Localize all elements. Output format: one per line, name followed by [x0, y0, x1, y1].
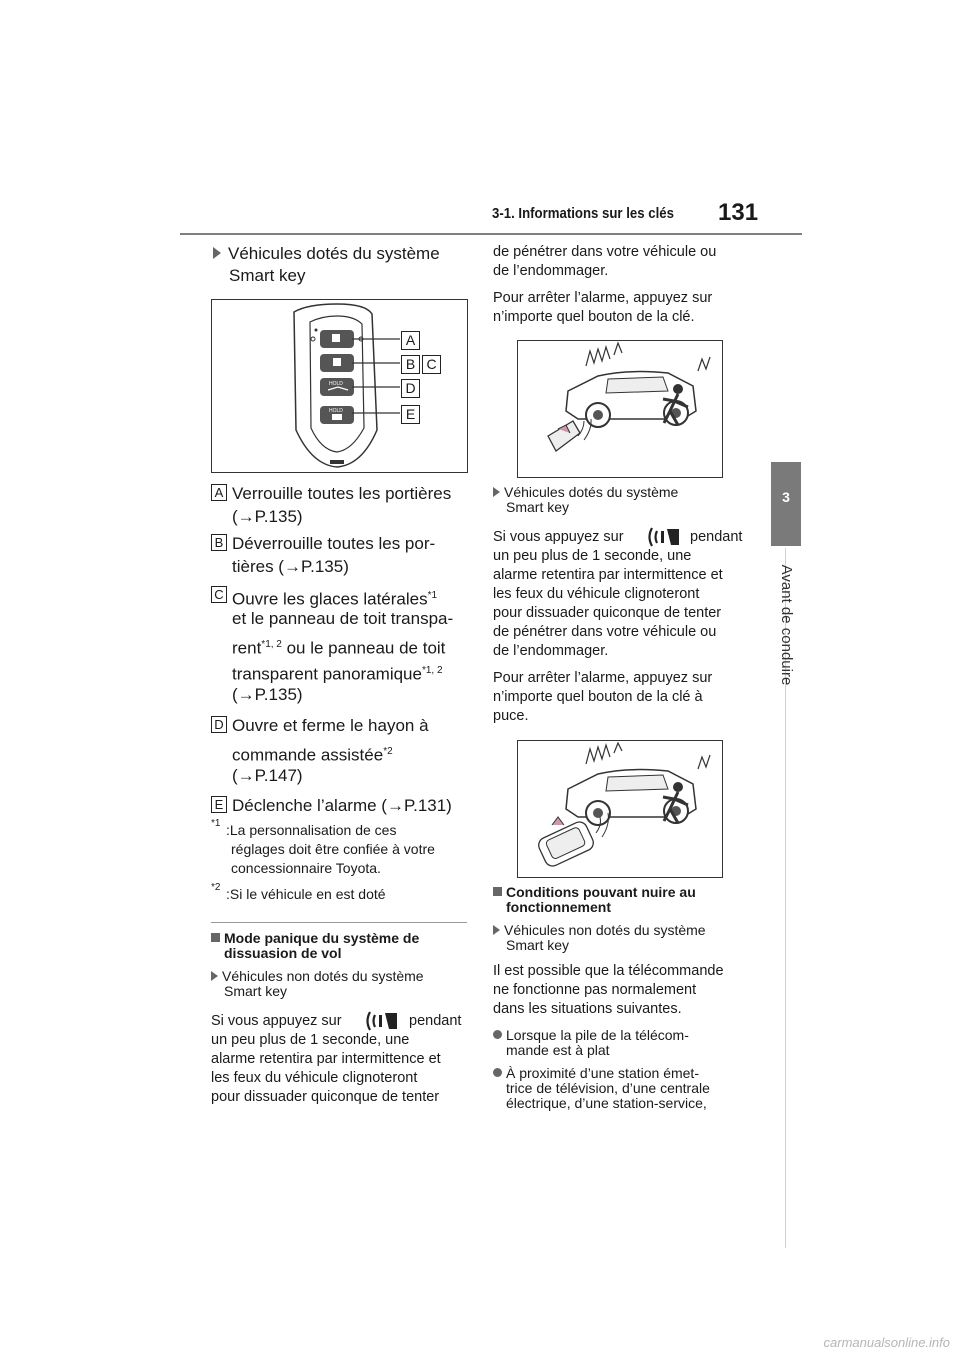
- figure-label-b: B: [401, 355, 420, 374]
- sub-heading-non-smart-line2: Smart key: [224, 983, 288, 999]
- figure-label-d: D: [401, 379, 420, 398]
- square-bullet-icon: [493, 887, 502, 896]
- round-bullet-icon: [493, 1068, 502, 1077]
- item-a-line2: (→P.135): [232, 507, 303, 526]
- panic-para-line2: un peu plus de 1 seconde, une: [211, 1032, 410, 1048]
- para2-line6: de pénétrer dans votre véhicule ou: [493, 624, 717, 640]
- alarm-figure-smart-key: [517, 740, 723, 878]
- para2-line1-end: pendant: [690, 529, 743, 545]
- para2-line1: Si vous appuyez sur: [493, 529, 624, 545]
- para3-line1: Il est possible que la télécommande: [493, 963, 724, 979]
- page-number: 131: [718, 199, 759, 226]
- bullet2-line3: électrique, d’une station-service,: [506, 1095, 707, 1111]
- item-tag-d: D: [211, 716, 227, 733]
- para2-line4: les feux du véhicule clignoteront: [493, 586, 700, 602]
- para2-line2: un peu plus de 1 seconde, une: [493, 548, 692, 564]
- panic-para-line5: pour dissuader quiconque de tenter: [211, 1089, 440, 1105]
- header-rule: [180, 233, 802, 235]
- figure-label-a: A: [401, 331, 420, 350]
- figure-label-c: C: [422, 355, 441, 374]
- panic-para-line1: Si vous appuyez sur: [211, 1013, 342, 1029]
- item-c-line1: Ouvre les glaces latérales$^{*1}$: [232, 589, 438, 609]
- watermark: carmanualsonline.info: [823, 1335, 950, 1350]
- item-d-line2: commande assistée$^{*2}$: [232, 745, 393, 765]
- sub-heading-non-smart-2: Véhicules non dotés du système: [493, 922, 706, 939]
- sub-heading-non-smart: Véhicules non dotés du système: [211, 968, 424, 985]
- item-tag-e: E: [211, 796, 227, 813]
- sub-heading-smart-key: Véhicules dotés du système: [213, 243, 440, 265]
- item-b-line1: Déverrouille toutes les por-: [232, 534, 436, 553]
- figure-label-e: E: [401, 405, 420, 424]
- triangle-bullet-icon: [493, 487, 500, 497]
- stop2-line3: puce.: [493, 708, 529, 724]
- section-heading-conditions-line2: fonctionnement: [506, 899, 611, 915]
- bullet2-line1: À proximité d’une station émet-: [493, 1065, 699, 1082]
- svg-text:HOLD: HOLD: [329, 381, 343, 387]
- triangle-bullet-icon: [211, 971, 218, 981]
- alarm-figure-key: [517, 340, 723, 478]
- para2-line3: alarme retentira par intermittence et: [493, 567, 723, 583]
- item-c-line5: (→P.135): [232, 685, 303, 704]
- bullet1-line1: Lorsque la pile de la télécom-: [493, 1027, 689, 1044]
- sub-heading-smart-key-2: Véhicules dotés du système: [493, 484, 678, 501]
- section-heading-panic: Mode panique du système de: [211, 930, 419, 947]
- panic-para-line1-end: pendant: [409, 1013, 462, 1029]
- section-divider: [211, 922, 467, 923]
- item-c-line3: rent$^{*1, 2}$ ou le panneau de toit: [232, 638, 446, 658]
- svg-text:HOLD: HOLD: [329, 408, 343, 414]
- item-b-line2: tières (→P.135): [232, 557, 349, 576]
- cont-line2: de l’endommager.: [493, 263, 609, 279]
- section-title: 3-1. Informations sur les clés: [492, 205, 674, 222]
- para3-line2: ne fonctionne pas normalement: [493, 982, 697, 998]
- item-c-line4: transparent panoramique$^{*1, 2}$: [232, 664, 443, 684]
- smart-key-figure: [211, 299, 468, 473]
- item-e-line1: Déclenche l’alarme (→P.131): [232, 796, 452, 815]
- sub-heading-non-smart-2-line2: Smart key: [506, 937, 570, 953]
- item-d-line3: (→P.147): [232, 766, 303, 785]
- smart-key-illustration: [212, 300, 467, 472]
- stop2-line1: Pour arrêter l’alarme, appuyez sur: [493, 670, 713, 686]
- bullet1-line2: mande est à plat: [506, 1042, 610, 1058]
- footnote1-line3: concessionnaire Toyota.: [231, 860, 381, 876]
- stop2-line2: n’importe quel bouton de la clé à: [493, 689, 703, 705]
- para2-line7: de l’endommager.: [493, 643, 609, 659]
- para2-line5: pour dissuader quiconque de tenter: [493, 605, 722, 621]
- section-heading-panic-line2: dissuasion de vol: [224, 945, 342, 961]
- section-heading-conditions: Conditions pouvant nuire au: [493, 884, 696, 901]
- panic-para-line4: les feux du véhicule clignoteront: [211, 1070, 418, 1086]
- item-d-line1: Ouvre et ferme le hayon à: [232, 716, 429, 735]
- para3-line3: dans les situations suivantes.: [493, 1001, 682, 1017]
- item-a-line1: Verrouille toutes les portières: [232, 484, 452, 503]
- footnote2-mark: *2: [211, 882, 221, 893]
- stop1-line1: Pour arrêter l’alarme, appuyez sur: [493, 290, 713, 306]
- sub-heading-line2: Smart key: [229, 266, 306, 285]
- chapter-number: 3: [782, 489, 790, 505]
- stop1-line2: n’importe quel bouton de la clé.: [493, 309, 695, 325]
- item-tag-c: C: [211, 586, 227, 603]
- cont-line1: de pénétrer dans votre véhicule ou: [493, 244, 717, 260]
- footnote1-mark: *1: [211, 818, 221, 829]
- panic-para-line3: alarme retentira par intermittence et: [211, 1051, 441, 1067]
- round-bullet-icon: [493, 1030, 502, 1039]
- footnote2-text: :Si le véhicule en est doté: [226, 886, 386, 902]
- car-alarm-illustration: [518, 341, 722, 477]
- triangle-bullet-icon: [213, 247, 221, 259]
- square-bullet-icon: [211, 933, 220, 942]
- chapter-title: Avant de conduire: [778, 564, 795, 686]
- item-tag-a: A: [211, 484, 227, 501]
- footnote1-line1: :La personnalisation de ces: [226, 822, 397, 838]
- footnote1-line2: réglages doit être confiée à votre: [231, 841, 435, 857]
- item-tag-b: B: [211, 534, 227, 551]
- item-c-line2: et le panneau de toit transpa-: [232, 609, 454, 628]
- triangle-bullet-icon: [493, 925, 500, 935]
- car-alarm-smart-key-illustration: [518, 741, 722, 877]
- bullet2-line2: trice de télévision, d’une centrale: [506, 1080, 710, 1096]
- sub-heading-smart-key-2-line2: Smart key: [506, 499, 570, 515]
